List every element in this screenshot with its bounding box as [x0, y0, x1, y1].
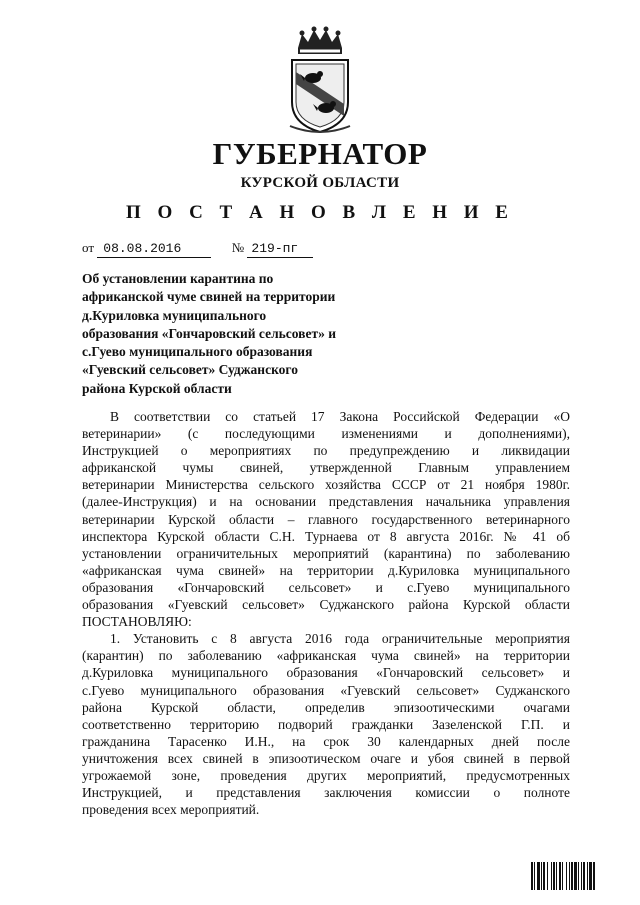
barcode-icon [531, 862, 613, 890]
body-line: соответственно территорию подворий гражданки Зазеленской Г.П. и [82, 716, 570, 732]
subject-line: с.Гуево муниципального образования [82, 344, 313, 360]
body-line: ветеринарии» (с последующими изменениями и дополнениями), [82, 426, 570, 442]
subject-line: д.Куриловка муниципального [82, 307, 267, 323]
body-line: д.Куриловка муниципального образования «Гончаровский сельсовет» и [82, 665, 570, 681]
body-line: с.Гуево муниципального образования «Гуевский сельсовет» Суджанского [82, 682, 570, 698]
date-prefix: от [82, 240, 95, 255]
document-body [82, 408, 570, 818]
body-line: проведения всех мероприятий. [82, 802, 260, 818]
subject-line: района Курской области [82, 380, 232, 396]
body-line: 1. Установить с 8 августа 2016 года ограничительные мероприятия [110, 631, 570, 647]
date-number-line [82, 240, 313, 258]
body-line: района Курской области, определив эпизоотическими очагами [82, 699, 570, 715]
decree-keyword: ПОСТАНОВЛЯЮ: [82, 614, 192, 630]
body-line: образования «Гончаровский сельсовет» и с.Гуево муниципального [82, 579, 570, 595]
body-line: «африканская чума свиней» на территории д.Куриловка муниципального [82, 562, 570, 578]
body-line: уничтожения всех свиней в эпизоотическом очаге и убоя свиней в первой [82, 750, 570, 766]
body-line: ветеринарии Курской области – главного государственного ветеринарного [82, 511, 570, 527]
body-line: (далее-Инструкция) и на основании представления начальника управления [82, 494, 570, 510]
document-type: П О С Т А Н О В Л Е Н И Е [126, 202, 514, 223]
body-line: установлении ограничительных мероприятий (карантина) по заболеванию [82, 545, 570, 561]
body-line: образования «Гуевский сельсовет» Суджанского района Курской области [82, 597, 570, 613]
document-header-subtitle: КУРСКОЙ ОБЛАСТИ [240, 175, 400, 191]
body-line: Инструкцией о мероприятиях по предупреждению и ликвидации [82, 443, 570, 459]
body-line: (карантин) по заболеванию «африканская чума свиней» на территории [82, 648, 570, 664]
body-line: африканской чумы свиней, утвержденной Главным управлением [82, 460, 570, 476]
body-line: гражданина Тарасенко И.Н., на срок 30 календарных дней после [82, 733, 570, 749]
document-header-title: ГУБЕРНАТОР [212, 136, 428, 171]
subject-line: «Гуевский сельсовет» Суджанского [82, 362, 298, 378]
body-line: В соответствии со статьей 17 Закона Российской Федерации «О [110, 409, 570, 424]
document-subject [82, 270, 382, 398]
body-line: ветеринарии Министерства сельского хозяйства СССР от 21 ноября 1980г. [82, 477, 570, 493]
coat-of-arms-icon [280, 26, 360, 136]
document-date: 08.08.2016 [97, 241, 211, 258]
body-line: инспектора Курской области С.Н. Турнаева от 8 августа 2016г. № 41 об [82, 528, 570, 544]
body-line: угрожаемой зоне, проведения других мероприятий, предусмотренных [82, 767, 570, 783]
document-number: 219-пг [247, 241, 313, 258]
subject-line: Об установлении карантина по [82, 271, 274, 286]
number-prefix: № [231, 240, 245, 255]
subject-line: африканской чуме свиней на территории [82, 289, 336, 305]
subject-line: образования «Гончаровский сельсовет» и [82, 325, 337, 341]
body-line: Инструкцией, и представления заключения комиссии о полноте [82, 785, 570, 801]
